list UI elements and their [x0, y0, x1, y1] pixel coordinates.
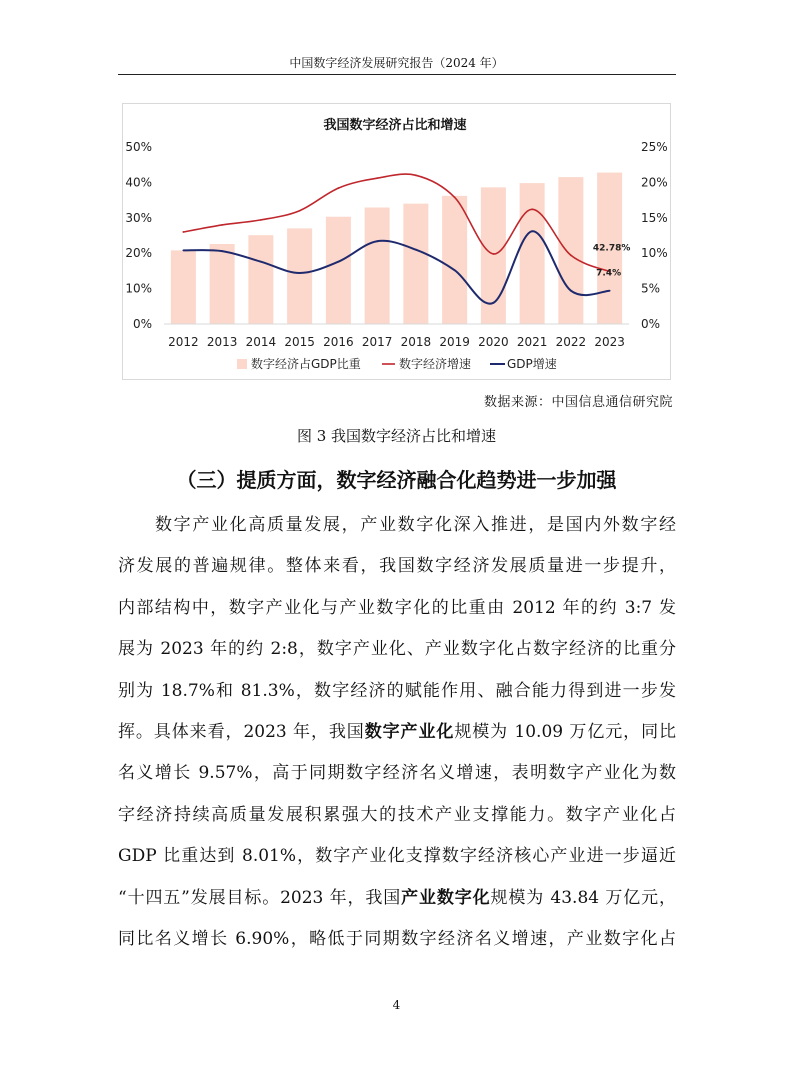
legend-swatch-bar: [237, 359, 247, 369]
paragraph-line: [118, 629, 676, 670]
chart-container: [122, 103, 671, 380]
line-text: 规模为 10.09 万亿元，同比: [454, 721, 677, 742]
paragraph-line: [118, 712, 676, 753]
x-tick-label: 2021: [516, 335, 548, 349]
y-left-tick-label: 30%: [125, 210, 152, 225]
y-left-tick-label: 0%: [132, 317, 152, 331]
digital-economy-growth-point: [415, 174, 417, 176]
paragraph-line: [118, 588, 676, 629]
gdp-growth-point: [531, 230, 533, 232]
bar: [287, 228, 312, 324]
line-text: “十四五”发展目标。2023 年，我国: [118, 887, 402, 908]
digital-economy-growth-point: [492, 253, 494, 255]
gdp-growth-point: [221, 250, 223, 252]
x-tick-label: 2017: [361, 335, 393, 349]
data-source-note: 数据来源：中国信息通信研究院: [483, 395, 673, 410]
bar: [365, 208, 390, 324]
bar: [442, 196, 467, 324]
paragraph-line: [118, 919, 676, 960]
digital-economy-growth-point: [454, 196, 456, 198]
digital-economy-growth-point: [570, 254, 572, 256]
legend-label: GDP增速: [507, 357, 557, 371]
y-left-tick-label: 20%: [125, 246, 152, 261]
body-paragraph: [118, 505, 676, 960]
y-left-tick-label: 50%: [125, 140, 152, 154]
legend-label: 数字经济增速: [399, 357, 472, 371]
paragraph-line: [118, 836, 676, 877]
paragraph-line: [118, 795, 676, 836]
y-left-tick-label: 10%: [125, 281, 152, 296]
digital-economy-growth-point: [531, 208, 533, 210]
y-right-tick-label: 25%: [641, 140, 668, 154]
x-tick-label: 2019: [439, 335, 470, 349]
bold-term: 产业数字化: [401, 887, 491, 908]
digital-economy-growth-point: [182, 231, 184, 233]
bar: [326, 217, 351, 324]
bar: [171, 250, 196, 324]
gdp-growth-point: [260, 261, 262, 263]
figure-caption: 图 3 我国数字经济占比和增速: [296, 427, 497, 445]
digital-economy-growth-point: [260, 219, 262, 221]
gdp-growth-point: [376, 240, 378, 242]
x-tick-label: 2014: [245, 335, 277, 349]
y-left-tick-label: 40%: [125, 175, 152, 190]
bar: [520, 183, 545, 324]
section-heading: （三）提质方面，数字经济融合化趋势进一步加强: [176, 468, 617, 492]
paragraph-line: [118, 671, 676, 712]
x-tick-label: 2020: [478, 335, 509, 349]
gdp-growth-point: [609, 290, 611, 292]
data-label: 7.4%: [596, 268, 622, 279]
x-tick-label: 2022: [555, 335, 587, 349]
line-text: 名义增长 9.57%，高于同期数字经济名义增速，表明数字产业化为数: [118, 763, 676, 784]
gdp-growth-point: [570, 290, 572, 292]
x-tick-label: 2023: [594, 335, 625, 349]
gdp-growth-point: [492, 302, 494, 304]
y-right-tick-label: 15%: [641, 210, 668, 225]
data-label: 42.78%: [592, 243, 631, 254]
line-text: 字经济持续高质量发展积累强大的技术产业支撑能力。数字产业化占: [118, 804, 676, 825]
y-right-tick-label: 10%: [641, 246, 668, 261]
running-header: 中国数字经济发展研究报告（2024 年）: [289, 56, 504, 70]
bar: [210, 244, 235, 324]
gdp-growth-point: [454, 269, 456, 271]
paragraph-line: [118, 878, 676, 919]
x-tick-label: 2012: [168, 335, 199, 349]
y-right-tick-label: 5%: [641, 281, 661, 296]
paragraph-line: [118, 546, 676, 587]
chart-title: 我国数字经济占比和增速: [323, 118, 467, 133]
y-right-tick-label: 20%: [641, 175, 668, 190]
x-tick-label: 2016: [323, 335, 354, 349]
legend-label: 数字经济占GDP比重: [251, 357, 361, 371]
series-line-gdp-growth: [183, 231, 609, 303]
line-text: GDP 比重达到 8.01%，数字产业化支撑数字经济核心产业进一步逼近: [118, 846, 676, 867]
line-text: 别为 18.7%和 81.3%，数字经济的赋能作用、融合能力得到进一步发: [118, 680, 676, 701]
paragraph-line: [118, 753, 676, 794]
line-text: 规模为 43.84 万亿元，: [490, 887, 676, 908]
bar: [558, 177, 583, 324]
digital-economy-growth-point: [337, 187, 339, 189]
bar: [403, 204, 428, 324]
gdp-growth-point: [337, 261, 339, 263]
combo-chart: [123, 104, 670, 379]
x-tick-label: 2015: [284, 335, 315, 349]
digital-economy-growth-point: [376, 177, 378, 179]
line-text: 挥。具体来看，2023 年，我国: [118, 721, 365, 742]
bar: [248, 235, 273, 324]
bold-term: 数字产业化: [364, 721, 455, 742]
line-text: 同比名义增长 6.90%，略低于同期数字经济名义增速，产业数字化占: [118, 928, 676, 949]
y-right-tick-label: 0%: [641, 317, 661, 331]
x-tick-label: 2018: [400, 335, 432, 349]
page-number: 4: [392, 998, 401, 1012]
header-rule: [118, 74, 676, 75]
x-tick-label: 2013: [206, 335, 238, 349]
paragraph-line: [118, 505, 676, 546]
digital-economy-growth-point: [221, 224, 223, 226]
line-text: 展为 2023 年的约 2:8，数字产业化、产业数字化占数字经济的比重分: [118, 639, 676, 660]
line-text: 数字产业化高质量发展，产业数字化深入推进，是国内外数字经: [155, 515, 676, 535]
gdp-growth-point: [299, 272, 301, 274]
gdp-growth-point: [415, 249, 417, 251]
digital-economy-growth-point: [299, 210, 301, 212]
line-text: 济发展的普遍规律。整体来看，我国数字经济发展质量进一步提升，: [118, 556, 676, 577]
gdp-growth-point: [182, 249, 184, 251]
line-text: 内部结构中，数字产业化与产业数字化的比重由 2012 年的约 3:7 发: [118, 597, 676, 618]
